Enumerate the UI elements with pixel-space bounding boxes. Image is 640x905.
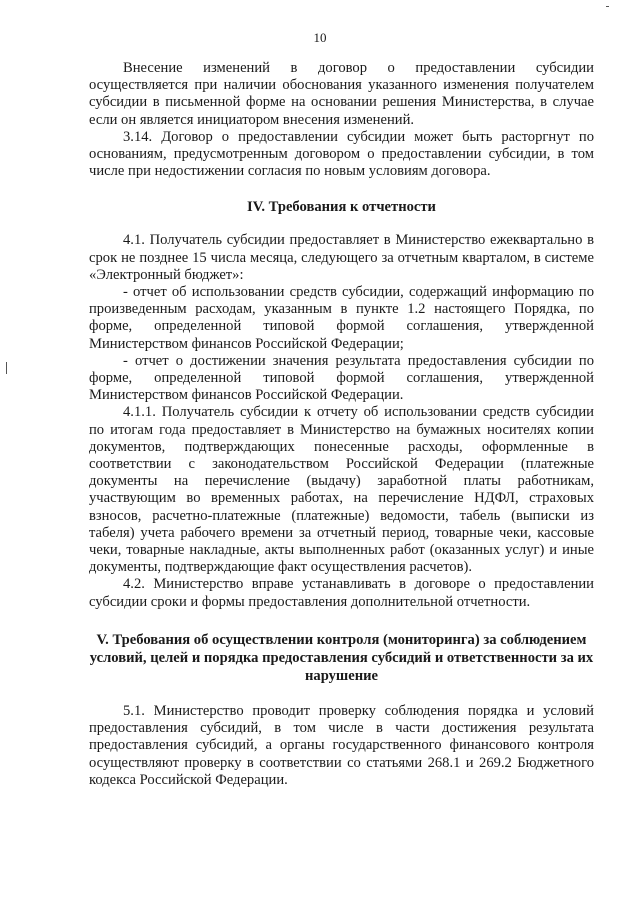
paragraph-5-1: 5.1. Министерство проводит проверку соблюдения порядка и условий предоставления субсидий, в том числе в части достижения результата предоставления субсидий, а органы государственного финансового контроля осуществляют проверку в соответствии со статьями 268.1 и 269.2 Бюджетного кодекса Российской Федерации. xyxy=(89,702,594,788)
paragraph-3-14: 3.14. Договор о предоставлении субсидии может быть расторгнут по основаниям, предусмотренным договором о предоставлении субсидии, в том числе при недостижении согласия по новым условиям договора. xyxy=(89,128,594,180)
scan-mark-top-right xyxy=(606,6,609,7)
page-number: 10 xyxy=(313,30,327,45)
scan-mark-left xyxy=(6,362,7,374)
list-item-expense-report: - отчет об использовании средств субсидии, содержащий информацию по произведенным расходам, указанным в пункте 1.2 настоящего Порядка, по форме, определенной типовой формой соглашения, утвержденной Министерством финансов Российской Федерации; xyxy=(89,284,594,352)
paragraph-4-1-1: 4.1.1. Получатель субсидии к отчету об использовании средств субсидии по итогам года предоставляет в Министерство на бумажных носителях копии документов, подтверждающих понесенные расходы, оформленные в соответствии с законодательством Российской Федерации (платежные документы на перечисление (выдачу) заработной платы работникам, участвующим во временных работах, на перечисление НДФЛ, страховых взносов, расчетно-платежные (платежные) ведомости, табель (выписки из табеля) учета рабочего времени за отчетный период, товарные чеки, кассовые чеки, товарные накладные, акты выполненных работ (оказанных услуг) и иные документы, подтверждающие факт осуществления расчетов). xyxy=(89,404,594,576)
section-heading-v: V. Требования об осуществлении контроля (мониторинга) за соблюдением условий, целей и порядка предоставления субсидий и ответственности за их нарушение xyxy=(89,631,594,684)
section-heading-iv: IV. Требования к отчетности xyxy=(247,199,436,216)
paragraph-amendments: Внесение изменений в договор о предоставлении субсидии осуществляется при наличии обоснования указанного изменения получателем субсидии в письменной форме на основании решения Министерства, в случае если он является инициатором внесения изменений. xyxy=(89,60,594,128)
paragraph-4-2: 4.2. Министерство вправе устанавливать в договоре о предоставлении субсидии сроки и формы предоставления дополнительной отчетности. xyxy=(89,576,594,610)
paragraph-4-1: 4.1. Получатель субсидии предоставляет в Министерство ежеквартально в срок не позднее 15 числа месяца, следующего за отчетным кварталом, в системе «Электронный бюджет»: xyxy=(89,232,594,283)
list-item-result-report: - отчет о достижении значения результата предоставления субсидии по форме, определенной типовой формой соглашения, утвержденной Министерством финансов Российской Федерации. xyxy=(89,352,594,404)
document-body xyxy=(89,60,594,789)
